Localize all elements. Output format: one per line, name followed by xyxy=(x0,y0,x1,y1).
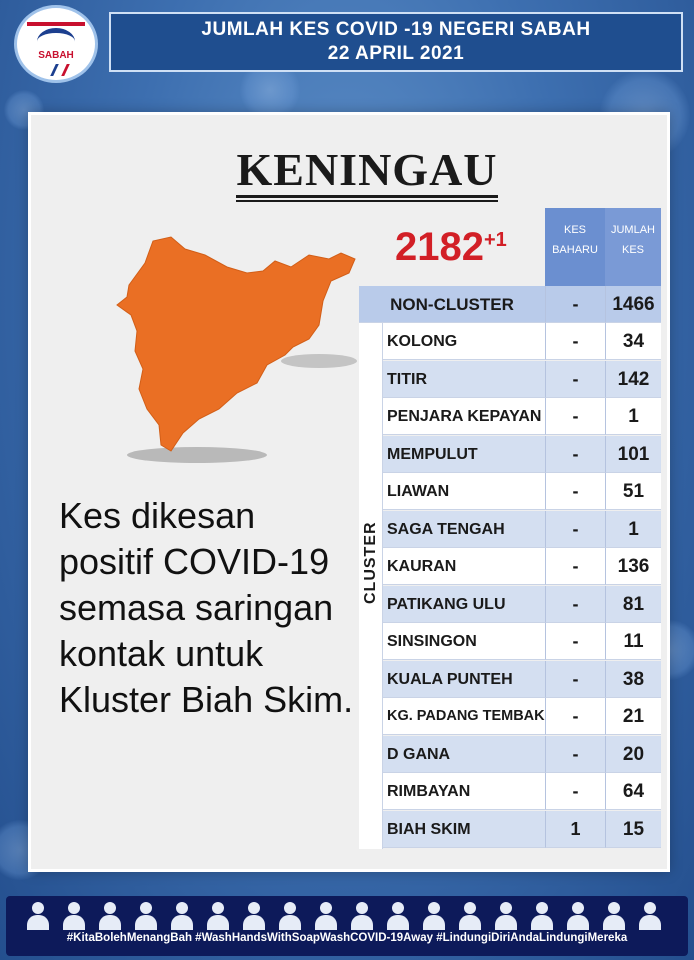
column-header-line: JUMLAH xyxy=(610,224,655,236)
total-cases xyxy=(395,225,507,270)
person-icon xyxy=(492,900,520,930)
row-new-cases: - xyxy=(545,586,605,623)
row-new-cases: - xyxy=(545,398,605,435)
row-total-cases: 38 xyxy=(605,661,661,698)
main-panel xyxy=(28,112,670,872)
person-icon xyxy=(168,900,196,930)
district-underline xyxy=(236,200,498,202)
sabah-logo xyxy=(17,8,95,80)
table-row xyxy=(359,436,661,473)
table-row xyxy=(359,811,661,848)
row-name: MEMPULUT xyxy=(383,436,545,473)
row-total-cases: 51 xyxy=(605,473,661,510)
hashtags-text: #KitaBolehMenangBah #WashHandsWithSoapWashCOVID-19Away #LindungiDiriAndaLindungiMereka xyxy=(66,932,628,944)
row-name: KOLONG xyxy=(383,323,545,360)
row-total-cases: 11 xyxy=(605,623,661,660)
row-new-cases: - xyxy=(545,736,605,773)
person-icon xyxy=(132,900,160,930)
row-total-cases: 142 xyxy=(605,361,661,398)
logo-band xyxy=(27,22,85,26)
footer-banner xyxy=(6,896,688,956)
row-new-cases: - xyxy=(545,698,605,735)
column-header-line: KES xyxy=(621,244,644,256)
row-name: RIMBAYAN xyxy=(383,773,545,810)
row-total-cases: 1466 xyxy=(605,286,661,323)
person-icon xyxy=(564,900,592,930)
person-icon xyxy=(456,900,484,930)
row-total-cases: 136 xyxy=(605,548,661,585)
person-icon xyxy=(420,900,448,930)
title-banner xyxy=(109,12,683,72)
table-row xyxy=(359,623,661,660)
report-date: 22 APRIL 2021 xyxy=(327,43,465,64)
person-icon xyxy=(312,900,340,930)
row-total-cases: 20 xyxy=(605,736,661,773)
row-name: LIAWAN xyxy=(383,473,545,510)
district-map xyxy=(87,233,357,463)
row-new-cases: - xyxy=(545,323,605,360)
row-new-cases: - xyxy=(545,361,605,398)
map-shadow xyxy=(127,447,267,463)
logo-swoosh-icon xyxy=(50,64,70,76)
logo-text: SABAH xyxy=(38,50,74,61)
person-icon xyxy=(600,900,628,930)
frontliner-figures xyxy=(14,900,680,930)
person-icon xyxy=(528,900,556,930)
column-header-line: KES xyxy=(563,224,586,236)
table-row xyxy=(359,586,661,623)
map-shadow xyxy=(281,354,357,368)
row-new-cases: - xyxy=(545,286,605,323)
table-row xyxy=(359,511,661,548)
person-icon xyxy=(348,900,376,930)
row-total-cases: 101 xyxy=(605,436,661,473)
row-total-cases: 34 xyxy=(605,323,661,360)
row-new-cases: - xyxy=(545,773,605,810)
table-row xyxy=(359,473,661,510)
table-row xyxy=(359,736,661,773)
row-new-cases: - xyxy=(545,473,605,510)
row-new-cases: - xyxy=(545,548,605,585)
row-total-cases: 1 xyxy=(605,511,661,548)
row-name: PENJARA KEPAYAN xyxy=(383,398,545,435)
row-name: TITIR xyxy=(383,361,545,398)
new-cases-count: +1 xyxy=(483,229,507,251)
table-row xyxy=(359,548,661,585)
row-total-cases: 21 xyxy=(605,698,661,735)
row-new-cases: - xyxy=(545,436,605,473)
table-row xyxy=(359,323,661,360)
table-row xyxy=(359,398,661,435)
non-cluster-row xyxy=(359,286,661,323)
table-row xyxy=(359,773,661,810)
table-row xyxy=(359,698,661,735)
row-name: BIAH SKIM xyxy=(383,811,545,848)
column-header-total-cases xyxy=(605,208,661,286)
person-icon xyxy=(636,900,664,930)
column-header-line: BAHARU xyxy=(552,244,598,256)
row-new-cases: 1 xyxy=(545,811,605,848)
row-name: D GANA xyxy=(383,736,545,773)
map-shape xyxy=(117,237,355,451)
row-name: KUALA PUNTEH xyxy=(383,661,545,698)
row-name: SAGA TENGAH xyxy=(383,511,545,548)
description-text: Kes dikesan positif COVID-19 semasa saringan kontak untuk Kluster Biah Skim. xyxy=(59,495,354,720)
person-icon xyxy=(96,900,124,930)
row-name: KAURAN xyxy=(383,548,545,585)
person-icon xyxy=(276,900,304,930)
row-total-cases: 81 xyxy=(605,586,661,623)
person-icon xyxy=(24,900,52,930)
row-name: KG. PADANG TEMBAK xyxy=(383,698,545,735)
person-icon xyxy=(240,900,268,930)
row-name: PATIKANG ULU xyxy=(383,586,545,623)
row-new-cases: - xyxy=(545,661,605,698)
person-icon xyxy=(384,900,412,930)
district-name: KENINGAU xyxy=(236,144,498,195)
row-total-cases: 64 xyxy=(605,773,661,810)
total-count: 2182 xyxy=(395,225,484,269)
row-name: NON-CLUSTER xyxy=(359,286,545,323)
row-total-cases: 1 xyxy=(605,398,661,435)
district-underline xyxy=(236,195,498,198)
table-row xyxy=(359,661,661,698)
row-new-cases: - xyxy=(545,623,605,660)
person-icon xyxy=(60,900,88,930)
title-line-1: JUMLAH KES COVID -19 NEGERI SABAH xyxy=(201,19,591,40)
table-row xyxy=(359,361,661,398)
row-name: SINSINGON xyxy=(383,623,545,660)
cluster-label-text: CLUSTER xyxy=(362,521,379,604)
person-icon xyxy=(204,900,232,930)
row-new-cases: - xyxy=(545,511,605,548)
row-total-cases: 15 xyxy=(605,811,661,848)
column-header-new-cases xyxy=(545,208,605,286)
